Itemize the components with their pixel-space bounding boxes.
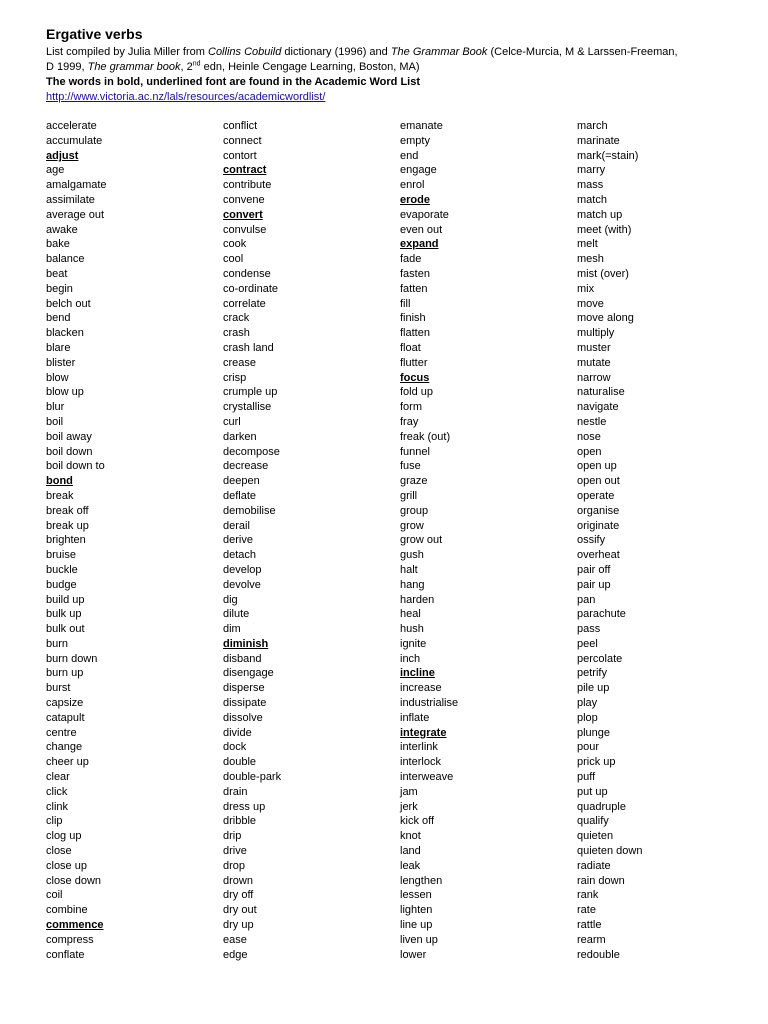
verb-item: interweave: [400, 771, 454, 784]
verb-item: percolate: [577, 652, 623, 665]
verb-item: break off: [46, 504, 89, 517]
verb-item: open: [577, 445, 602, 458]
verb-item: bulk out: [46, 623, 85, 636]
verb-item: combine: [46, 904, 88, 917]
source-text: (Celce-Murcia, M & Larssen-Freeman,: [487, 46, 678, 58]
verb-item: inflate: [400, 711, 430, 724]
verb-item: even out: [400, 223, 443, 236]
verb-item: bake: [46, 238, 70, 251]
verb-item: buckle: [46, 563, 78, 576]
verb-item: crack: [223, 312, 250, 325]
verb-item: jerk: [400, 800, 418, 813]
verb-item: blur: [46, 401, 65, 414]
verb-item: match: [577, 193, 607, 206]
verb-item: contort: [223, 149, 257, 162]
verb-item: burst: [46, 682, 71, 695]
verb-item: match up: [577, 208, 623, 221]
verb-item: mass: [577, 179, 604, 192]
verb-item: boil down to: [46, 460, 105, 473]
verb-item: pass: [577, 623, 601, 636]
verb-item: qualify: [577, 815, 609, 828]
verb-item: convulse: [223, 223, 267, 236]
verb-item: emanate: [400, 120, 443, 132]
verb-item: develop: [223, 563, 262, 576]
verb-item: brighten: [46, 534, 86, 547]
verb-item: deepen: [223, 475, 260, 488]
verb-item: drip: [223, 830, 242, 843]
verb-item: fuse: [400, 460, 421, 473]
verb-item: melt: [577, 238, 598, 251]
verb-item: drain: [223, 785, 248, 798]
verb-item: rain down: [577, 874, 625, 887]
verb-item: clear: [46, 771, 70, 784]
source-text: List compiled by Julia Miller from: [46, 46, 208, 58]
verb-item: inch: [400, 652, 421, 665]
verb-item: crease: [223, 356, 257, 369]
verb-item: line up: [400, 919, 433, 932]
verb-item: nestle: [577, 415, 607, 428]
verb-item: bruise: [46, 549, 76, 562]
verb-item: industrialise: [400, 697, 459, 710]
verb-item: ossify: [577, 534, 606, 547]
verb-item: drive: [223, 845, 247, 858]
verb-item: end: [400, 149, 419, 162]
verb-item: nose: [577, 430, 601, 443]
verb-item: pair up: [577, 578, 611, 591]
source-title-grammar-book-2: The grammar book: [87, 61, 181, 73]
verb-item: close up: [46, 859, 87, 872]
verb-item: plunge: [577, 726, 611, 739]
verb-item: double: [223, 756, 257, 769]
verb-item: overheat: [577, 549, 620, 562]
verb-item: detach: [223, 549, 257, 562]
verb-item: dress up: [223, 800, 266, 813]
verb-item: mutate: [577, 356, 611, 369]
verb-item: clink: [46, 800, 69, 813]
verb-item: empty: [400, 134, 430, 147]
verb-item: graze: [400, 475, 428, 488]
verb-item: form: [400, 401, 422, 414]
verb-item: heal: [400, 608, 421, 621]
verb-item-awl: contract: [223, 164, 267, 177]
verb-item: close: [46, 845, 72, 858]
verb-item: budge: [46, 578, 77, 591]
verb-item: drop: [223, 859, 246, 872]
verb-item-awl: adjust: [46, 149, 79, 162]
verb-item-awl: expand: [400, 238, 439, 251]
verb-column-4: [577, 119, 642, 962]
verb-item: quadruple: [577, 800, 626, 813]
verb-item: fasten: [400, 267, 430, 280]
verb-item: boil away: [46, 430, 92, 443]
source-text: D 1999,: [46, 61, 88, 73]
verb-item: disband: [223, 652, 262, 665]
verb-item: ignite: [400, 637, 427, 650]
awl-link[interactable]: http://www.victoria.ac.nz/lals/resources/academicwordlist/: [46, 91, 326, 103]
verb-item: crash land: [223, 341, 274, 354]
verb-item: dry off: [223, 889, 254, 902]
verb-item: catapult: [46, 711, 85, 724]
verb-item: organise: [577, 504, 620, 517]
verb-item: kick off: [400, 815, 435, 828]
verb-item: radiate: [577, 859, 611, 872]
verb-item: boil: [46, 415, 64, 428]
verb-item: funnel: [400, 445, 430, 458]
verb-item: dock: [223, 741, 247, 754]
verb-item: cheer up: [46, 756, 89, 769]
verb-item: flutter: [400, 356, 428, 369]
verb-item: put up: [577, 785, 608, 798]
verb-item: evaporate: [400, 208, 449, 221]
verb-item: redouble: [577, 948, 620, 961]
verb-item: blow up: [46, 386, 84, 399]
verb-item: mist (over): [577, 267, 629, 280]
verb-item: devolve: [223, 578, 261, 591]
verb-item-awl: integrate: [400, 726, 447, 739]
verb-item: rate: [577, 904, 596, 917]
verb-item: blow: [46, 371, 69, 384]
verb-item: capsize: [46, 697, 84, 710]
verb-item: decompose: [223, 445, 280, 458]
verb-item: clog up: [46, 830, 82, 843]
verb-item: puff: [577, 771, 596, 784]
verb-item: contribute: [223, 179, 272, 192]
verb-item: grill: [400, 489, 418, 502]
verb-item: interlock: [400, 756, 441, 769]
verb-item: freak (out): [400, 430, 451, 443]
verb-item: demobilise: [223, 504, 276, 517]
verb-item: edge: [223, 948, 248, 961]
verb-item: compress: [46, 933, 94, 946]
verb-item: engage: [400, 164, 437, 177]
source-text: dictionary (1996) and: [281, 46, 391, 58]
verb-item-awl: incline: [400, 667, 435, 680]
verb-item: grow: [400, 519, 424, 532]
verb-item: leak: [400, 859, 421, 872]
verb-item: blister: [46, 356, 76, 369]
verb-item: ease: [223, 933, 247, 946]
verb-item: balance: [46, 253, 85, 266]
verb-item: dilute: [223, 608, 250, 621]
verb-item: float: [400, 341, 421, 354]
verb-item: operate: [577, 489, 615, 502]
edition-superscript: nd: [192, 60, 201, 68]
verb-item: dry up: [223, 919, 254, 932]
verb-item: increase: [400, 682, 442, 695]
verb-item: conflate: [46, 948, 85, 961]
verb-item: naturalise: [577, 386, 625, 399]
verb-item: open out: [577, 475, 620, 488]
verb-item: bend: [46, 312, 71, 325]
verb-item: drown: [223, 874, 253, 887]
verb-item: belch out: [46, 297, 91, 310]
verb-item: narrow: [577, 371, 611, 384]
verb-item: accumulate: [46, 134, 103, 147]
verb-item: marinate: [577, 134, 620, 147]
awl-note: The words in bold, underlined font are found in the Academic Word List: [46, 76, 421, 88]
verb-item-awl: focus: [400, 371, 430, 384]
verb-item: break up: [46, 519, 89, 532]
verb-item: halt: [400, 563, 418, 576]
verb-item: dig: [223, 593, 238, 606]
source-title-cobuild: Collins Cobuild: [208, 46, 282, 58]
verb-item: quieten: [577, 830, 614, 843]
verb-item: condense: [223, 267, 271, 280]
verb-item: fray: [400, 415, 419, 428]
verb-item: rank: [577, 889, 599, 902]
verb-item: change: [46, 741, 83, 754]
verb-item: dribble: [223, 815, 257, 828]
verb-item: boil down: [46, 445, 93, 458]
verb-item: jam: [400, 785, 418, 798]
verb-item: originate: [577, 519, 620, 532]
verb-item: play: [577, 697, 598, 710]
verb-item: pour: [577, 741, 600, 754]
verb-item: meet (with): [577, 223, 632, 236]
source-line-2: [46, 60, 746, 75]
verb-item: break: [46, 489, 74, 502]
verb-item: burn down: [46, 652, 98, 665]
verb-item: petrify: [577, 667, 607, 680]
verb-item: muster: [577, 341, 611, 354]
verb-item: parachute: [577, 608, 626, 621]
verb-item: age: [46, 164, 65, 177]
verb-item: pan: [577, 593, 596, 606]
verb-item: fill: [400, 297, 411, 310]
verb-item: cool: [223, 253, 244, 266]
verb-item: fold up: [400, 386, 434, 399]
verb-item: conflict: [223, 120, 258, 132]
verb-column-1: [46, 119, 107, 962]
verb-item: mark(=stain): [577, 149, 639, 162]
verb-item: double-park: [223, 771, 282, 784]
verb-item: dissipate: [223, 697, 267, 710]
verb-item: derail: [223, 519, 250, 532]
verb-item: decrease: [223, 460, 269, 473]
verb-item-awl: erode: [400, 193, 430, 206]
verb-item: hush: [400, 623, 424, 636]
verb-item: cook: [223, 238, 247, 251]
verb-item: flatten: [400, 327, 430, 340]
verb-item: begin: [46, 282, 73, 295]
verb-item: mix: [577, 282, 595, 295]
verb-item: disperse: [223, 682, 265, 695]
verb-item: harden: [400, 593, 435, 606]
verb-item: mesh: [577, 253, 604, 266]
verb-item: pile up: [577, 682, 610, 695]
verb-item: burn up: [46, 667, 84, 680]
verb-item: liven up: [400, 933, 438, 946]
source-text: edn, Heinle Cengage Learning, Boston, MA): [200, 61, 420, 73]
verb-item: average out: [46, 208, 105, 221]
verb-item: connect: [223, 134, 262, 147]
verb-item: correlate: [223, 297, 266, 310]
verb-item: amalgamate: [46, 179, 107, 192]
verb-item: blare: [46, 341, 71, 354]
verb-item: dim: [223, 623, 241, 636]
verb-item: rearm: [577, 933, 606, 946]
source-line-1: [46, 45, 746, 60]
verb-item: bulk up: [46, 608, 82, 621]
document-header: [46, 26, 746, 105]
verb-item: assimilate: [46, 193, 95, 206]
verb-item-awl: commence: [46, 919, 104, 932]
verb-item: marry: [577, 164, 606, 177]
verb-item: burn: [46, 637, 69, 650]
verb-column-2: [223, 119, 281, 962]
verb-item: fatten: [400, 282, 428, 295]
verb-item: crumple up: [223, 386, 278, 399]
verb-item: disengage: [223, 667, 274, 680]
verb-item: enrol: [400, 179, 425, 192]
verb-item: coil: [46, 889, 63, 902]
verb-item: beat: [46, 267, 68, 280]
verb-item: centre: [46, 726, 77, 739]
verb-item: group: [400, 504, 429, 517]
verb-item: darken: [223, 430, 257, 443]
verb-item: rattle: [577, 919, 602, 932]
verb-item: fade: [400, 253, 422, 266]
verb-item: dissolve: [223, 711, 263, 724]
verb-item: move along: [577, 312, 634, 325]
source-title-grammar-book: The Grammar Book: [390, 46, 488, 58]
verb-item-awl: diminish: [223, 637, 269, 650]
verb-item: lighten: [400, 904, 433, 917]
verb-item: convene: [223, 193, 265, 206]
page-title: Ergative verbs: [46, 26, 143, 42]
verb-item: blacken: [46, 327, 84, 340]
verb-item: lessen: [400, 889, 432, 902]
verb-item: divide: [223, 726, 252, 739]
verb-item: grow out: [400, 534, 443, 547]
verb-item: click: [46, 785, 68, 798]
verb-item: knot: [400, 830, 421, 843]
verb-item: lengthen: [400, 874, 443, 887]
verb-item: clip: [46, 815, 63, 828]
verb-item: multiply: [577, 327, 615, 340]
verb-item: co-ordinate: [223, 282, 279, 295]
verb-item: peel: [577, 637, 598, 650]
source-text: , 2: [180, 61, 193, 73]
verb-item: curl: [223, 415, 241, 428]
verb-item: finish: [400, 312, 426, 325]
verb-item: pair off: [577, 563, 611, 576]
verb-item: move: [577, 297, 604, 310]
verb-item: dry out: [223, 904, 257, 917]
verb-item: march: [577, 120, 608, 132]
verb-item: plop: [577, 711, 598, 724]
verb-item: lower: [400, 948, 427, 961]
verb-item: quieten down: [577, 845, 643, 858]
verb-item: close down: [46, 874, 102, 887]
verb-item: land: [400, 845, 421, 858]
verb-item: open up: [577, 460, 617, 473]
verb-item: hang: [400, 578, 425, 591]
verb-item-awl: bond: [46, 475, 73, 488]
verb-item: crisp: [223, 371, 247, 384]
verb-item: navigate: [577, 401, 619, 414]
verb-item-awl: convert: [223, 208, 263, 221]
verb-item: interlink: [400, 741, 438, 754]
verb-item: crash: [223, 327, 250, 340]
verb-item: accelerate: [46, 120, 97, 132]
verb-item: prick up: [577, 756, 616, 769]
verb-item: deflate: [223, 489, 257, 502]
verb-item: build up: [46, 593, 85, 606]
verb-item: gush: [400, 549, 424, 562]
verb-item: derive: [223, 534, 253, 547]
verb-item: crystallise: [223, 401, 272, 414]
verb-item: awake: [46, 223, 78, 236]
verb-column-3: [400, 119, 458, 962]
